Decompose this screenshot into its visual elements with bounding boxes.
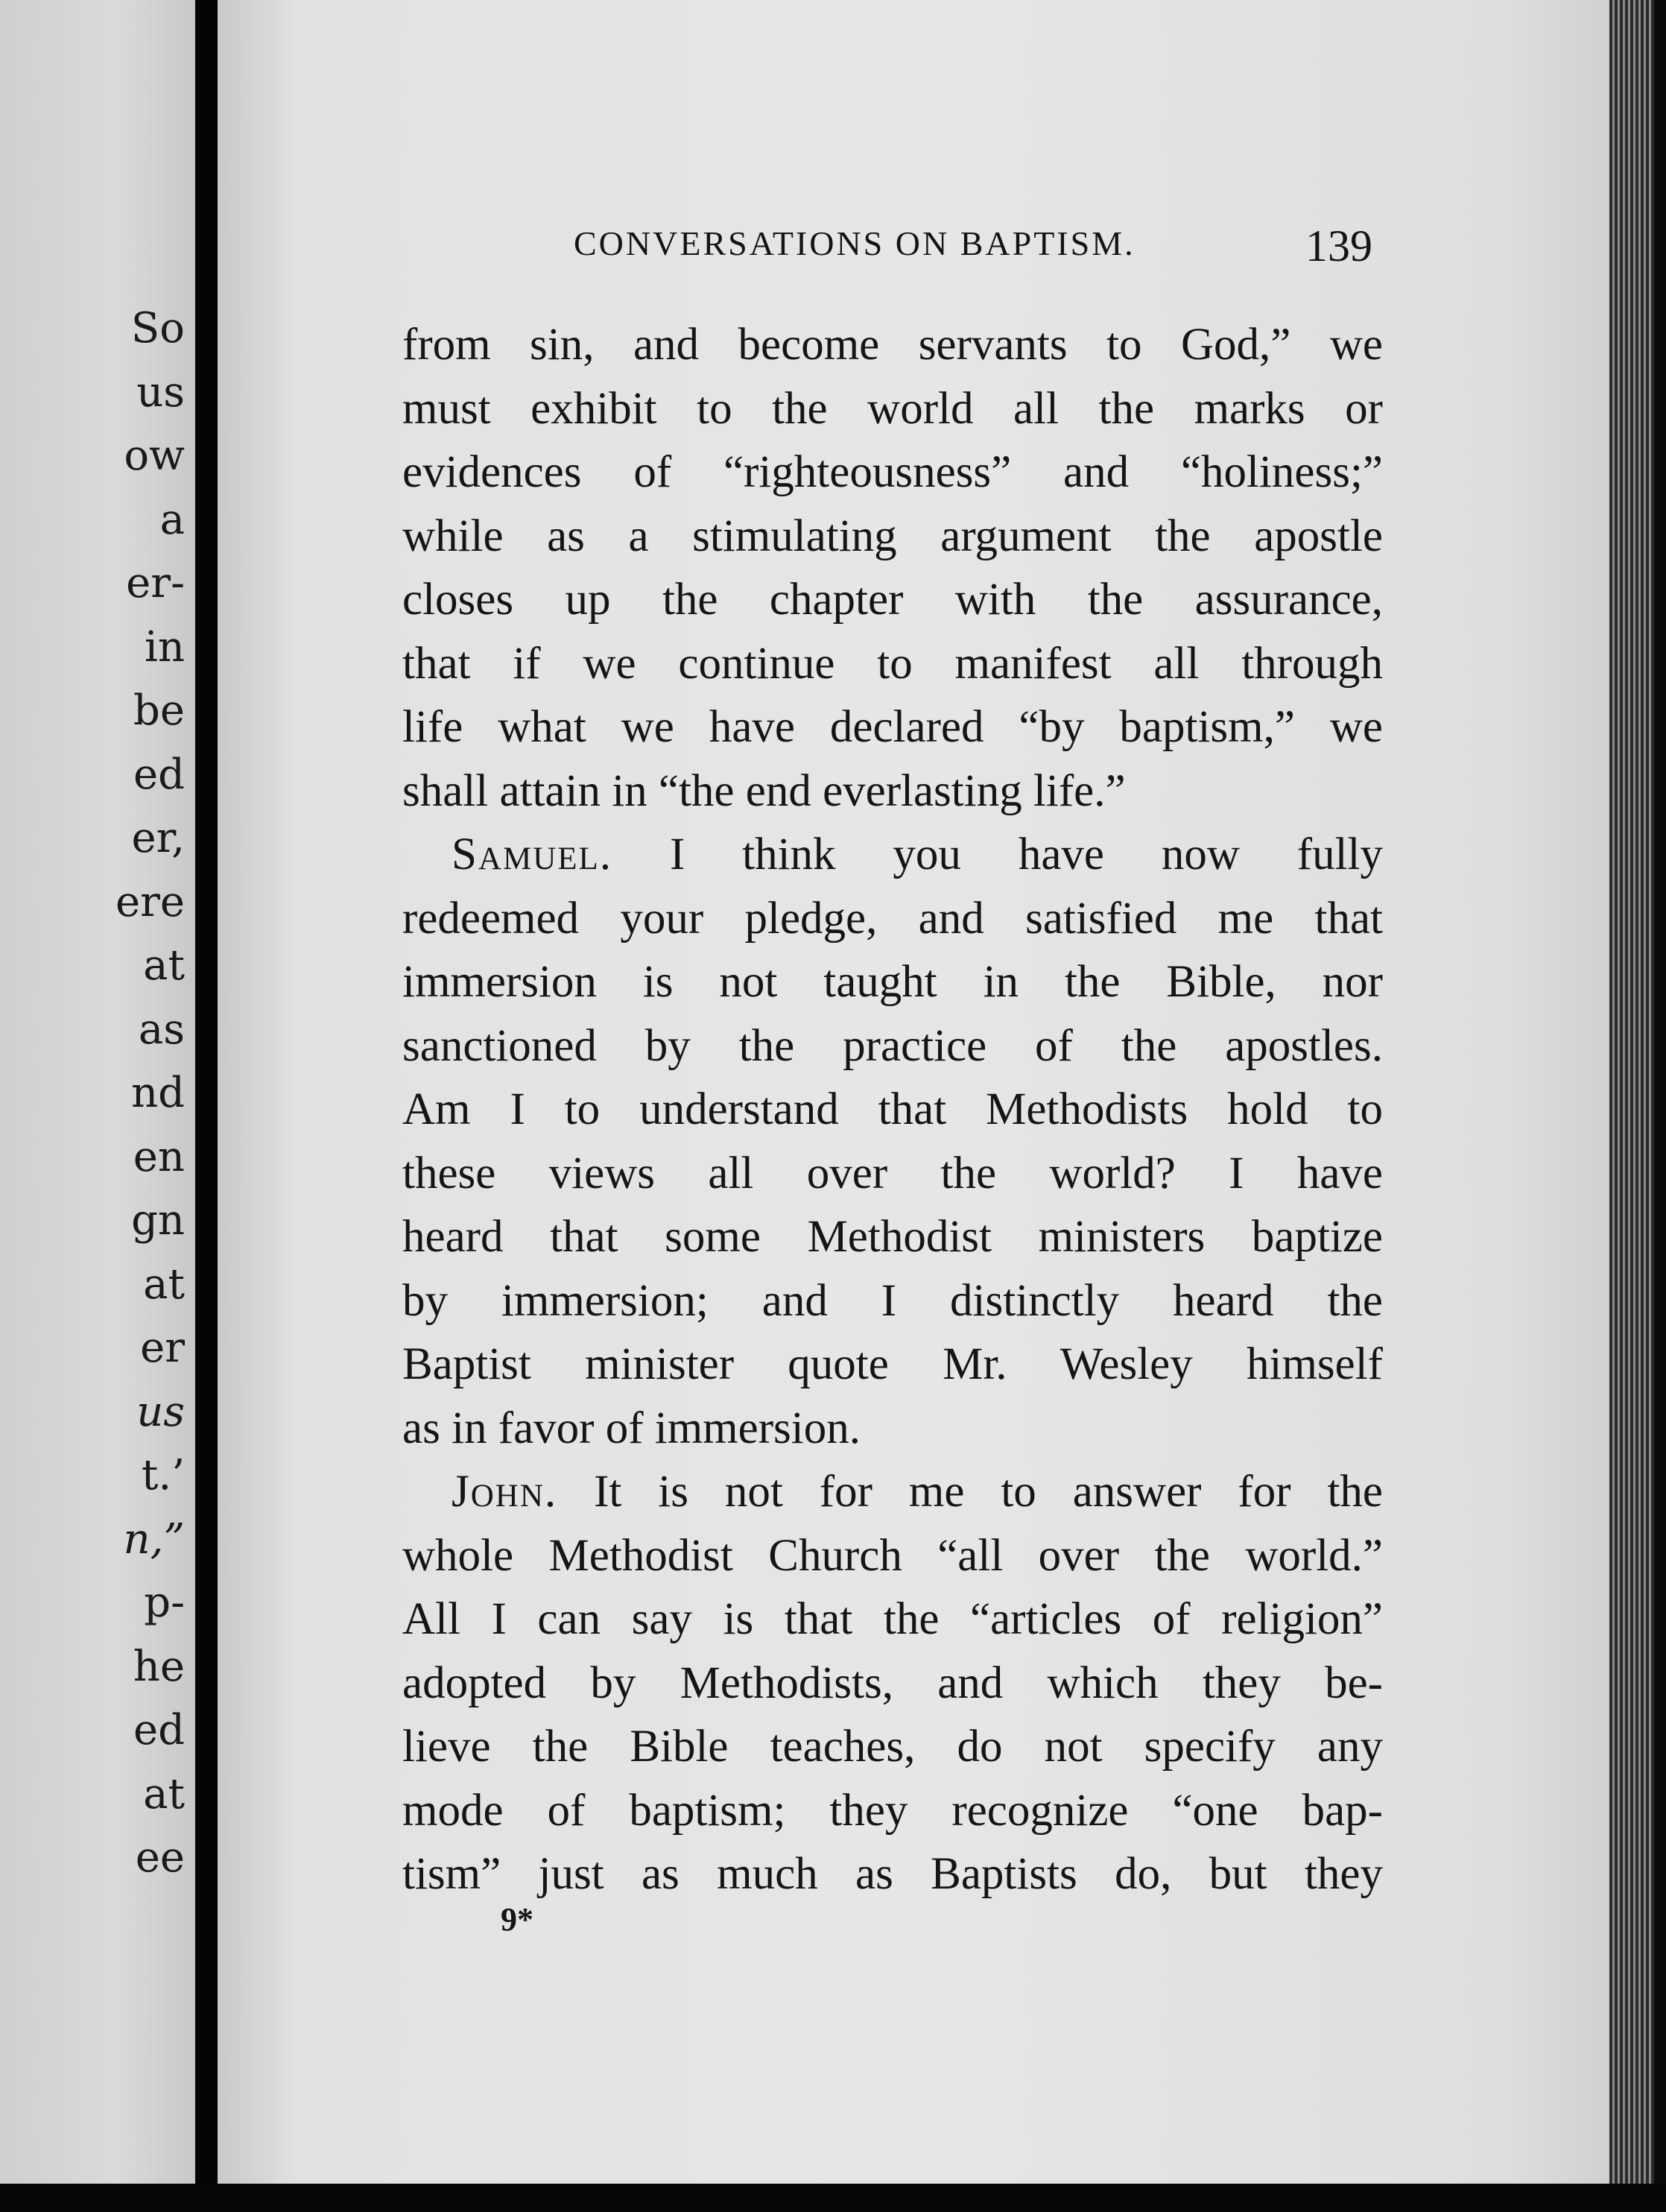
- text-line: whole Methodist Church “all over the world.”: [402, 1530, 1383, 1581]
- text-line: heard that some Methodist ministers baptize: [402, 1212, 1383, 1262]
- left-page-line-fragments: [13, 297, 185, 1890]
- left-page-fragment: as: [138, 1005, 185, 1054]
- text-line: that if we continue to manifest all through: [402, 638, 1383, 689]
- left-page-fragment: ere: [115, 877, 185, 926]
- left-page-fragment: p-: [144, 1579, 185, 1627]
- text-line: from sin, and become servants to God,” we: [402, 320, 1383, 370]
- text-line: All I can say is that the “articles of religion”: [402, 1594, 1383, 1644]
- left-page-fragment: ee: [135, 1833, 185, 1882]
- text-line-fragment: It is not for me to answer for the: [594, 1467, 1383, 1517]
- left-page-fragment: t.’: [141, 1451, 185, 1500]
- text-line: sanctioned by the practice of the apostles.: [402, 1020, 1383, 1071]
- text-line: immersion is not taught in the Bible, nor: [402, 957, 1383, 1007]
- text-line: evidences of “righteousness” and “holiness;”: [402, 447, 1383, 497]
- page-edges: [1609, 0, 1654, 2212]
- left-page-fragment: er,: [131, 814, 185, 862]
- book-gutter: [195, 0, 218, 2212]
- left-page-fragment: us: [136, 367, 185, 417]
- page-number: 139: [1305, 221, 1372, 271]
- text-line: mode of baptism; they recognize “one bap-: [402, 1785, 1383, 1836]
- left-page-fragment: en: [133, 1132, 185, 1181]
- speaker-john: John.: [452, 1467, 558, 1517]
- text-line-fragment: I think you have now fully: [669, 829, 1383, 879]
- left-page-fragment: at: [143, 941, 185, 990]
- running-head: CONVERSATIONS ON BAPTISM.: [574, 224, 1136, 262]
- left-page-fragment: at: [143, 1260, 185, 1309]
- left-page-fragment: So: [130, 304, 185, 353]
- left-page-fragment: he: [133, 1642, 185, 1691]
- left-page-fragment: ow: [124, 432, 185, 480]
- text-line: adopted by Methodists, and which they be-: [402, 1658, 1383, 1708]
- scan-bottom-border: [0, 2184, 1666, 2212]
- text-line: closes up the chapter with the assurance,: [402, 575, 1383, 625]
- speaker-samuel: Samuel.: [452, 829, 613, 879]
- left-page-fragment: ed: [133, 750, 185, 799]
- left-facing-page: [0, 0, 195, 2212]
- text-line: these views all over the world? I have: [402, 1148, 1383, 1198]
- text-line: lieve the Bible teaches, do not specify any: [402, 1722, 1383, 1772]
- text-line: by immersion; and I distinctly heard the: [402, 1275, 1383, 1326]
- left-page-fragment: at: [143, 1769, 185, 1818]
- text-line: while as a stimulating argument the apostle: [402, 511, 1383, 561]
- signature-mark: 9*: [501, 1901, 533, 1938]
- samuel-paragraph-start: [402, 823, 1383, 887]
- text-line: Am I to understand that Methodists hold to: [402, 1084, 1383, 1134]
- text-line: as in favor of immersion.: [402, 1403, 861, 1453]
- left-page-fragment: a: [159, 495, 185, 544]
- body-text: [402, 313, 1383, 1906]
- left-page-fragment: us: [136, 1387, 185, 1436]
- john-paragraph-start: [402, 1460, 1383, 1524]
- text-line: redeemed your pledge, and satisfied me that: [402, 893, 1383, 944]
- left-page-fragment: er-: [126, 559, 185, 607]
- left-page-fragment: gn: [131, 1196, 185, 1245]
- text-line: must exhibit to the world all the marks or: [402, 383, 1383, 434]
- text-line: tism” just as much as Baptists do, but they: [402, 1849, 1383, 1899]
- left-page-fragment: er: [140, 1324, 185, 1372]
- left-page-fragment: n,”: [123, 1514, 185, 1564]
- left-page-fragment: ed: [133, 1706, 185, 1754]
- left-page-fragment: in: [145, 622, 185, 672]
- left-page-fragment: be: [133, 686, 185, 735]
- text-line: life what we have declared “by baptism,” we: [402, 702, 1383, 752]
- text-line: shall attain in “the end everlasting life.”: [402, 765, 1126, 816]
- text-line: Baptist minister quote Mr. Wesley himself: [402, 1339, 1383, 1389]
- left-page-fragment: nd: [131, 1069, 185, 1117]
